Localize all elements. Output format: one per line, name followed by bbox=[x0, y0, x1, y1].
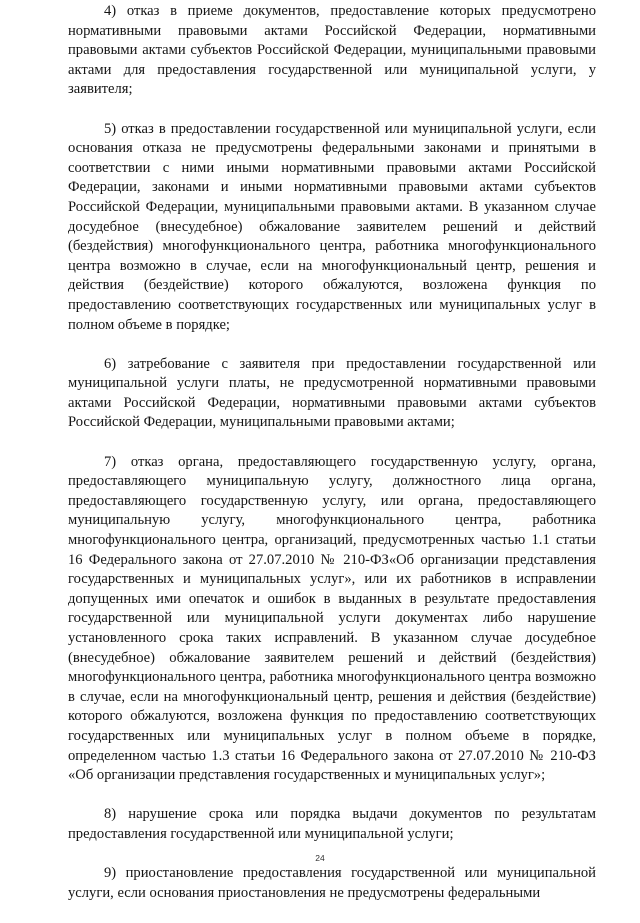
paragraph-item-7: 7) отказ органа, предоставляющего государственную услугу, органа, предоставляющего муниципальную услугу, должностного лица органа, предоставляющего государственную услугу, или органа, предоставляющего муниципальную услугу, многофункционального центра, работника многофункционального центра, организаций, предусмотренных частью 1.1 статьи 16 Федерального закона от 27.07.2010 № 210-ФЗ«Об организации представления государственных и муниципальных услуг», или их работников в исправлении допущенных ими опечаток и ошибок в выданных в результате предоставления государственной или муниципальной услуги документах либо нарушение установленного срока таких исправлений. В указанном случае досудебное (внесудебное) обжалование заявителем решений и действий (бездействия) многофункционального центра, работника многофункционального центра возможно в случае, если на многофункциональный центр, решения и действия (бездействие) которого обжалуются, возложена функция по предоставлению соответствующих государственных или муниципальных услуг в полном объеме в порядке, определенном частью 1.3 статьи 16 Федерального закона от 27.07.2010 № 210-ФЗ «Об организации представления государственных и муниципальных услуг»; bbox=[68, 453, 596, 784]
paragraph-item-4: 4) отказ в приеме документов, предоставление которых предусмотрено нормативными правовыми актами Российской Федерации, нормативными правовыми актами субъектов Российской Федерации, муниципальными правовыми актами для предоставления государственной или муниципальной услуги, у заявителя; bbox=[68, 3, 596, 98]
paragraph-item-5: 5) отказ в предоставлении государственной или муниципальной услуги, если основания отказа не предусмотрены федеральными законами и принятыми в соответствии с ними иными нормативными правовыми актами Российской Федерации, законами и иными нормативными правовыми актами субъектов Российской Федерации, муниципальными правовыми актами. В указанном случае досудебное (внесудебное) обжалование заявителем решений и действий (бездействия) многофункционального центра, работника многофункционального центра возможно в случае, если на многофункциональный центр, решения и действия (бездействие) которого обжалуются, возложена функция по предоставлению соответствующих государственных или муниципальных услуг в полном объеме в порядке; bbox=[68, 120, 596, 333]
page-number: 24 bbox=[315, 853, 325, 863]
paragraph-item-6: 6) затребование с заявителя при предоставлении государственной или муниципальной услуги платы, не предусмотренной нормативными правовыми актами Российской Федерации, нормативными правовыми актами субъектов Российской Федерации, муниципальными правовыми актами; bbox=[68, 355, 596, 431]
document-body bbox=[68, 2, 596, 923]
paragraph-item-8: 8) нарушение срока или порядка выдачи документов по результатам предоставления государственной или муниципальной услуги; bbox=[68, 806, 596, 842]
paragraph-item-9: 9) приостановление предоставления государственной или муниципальной услуги, если основания приостановления не предусмотрены федеральными bbox=[68, 865, 596, 901]
